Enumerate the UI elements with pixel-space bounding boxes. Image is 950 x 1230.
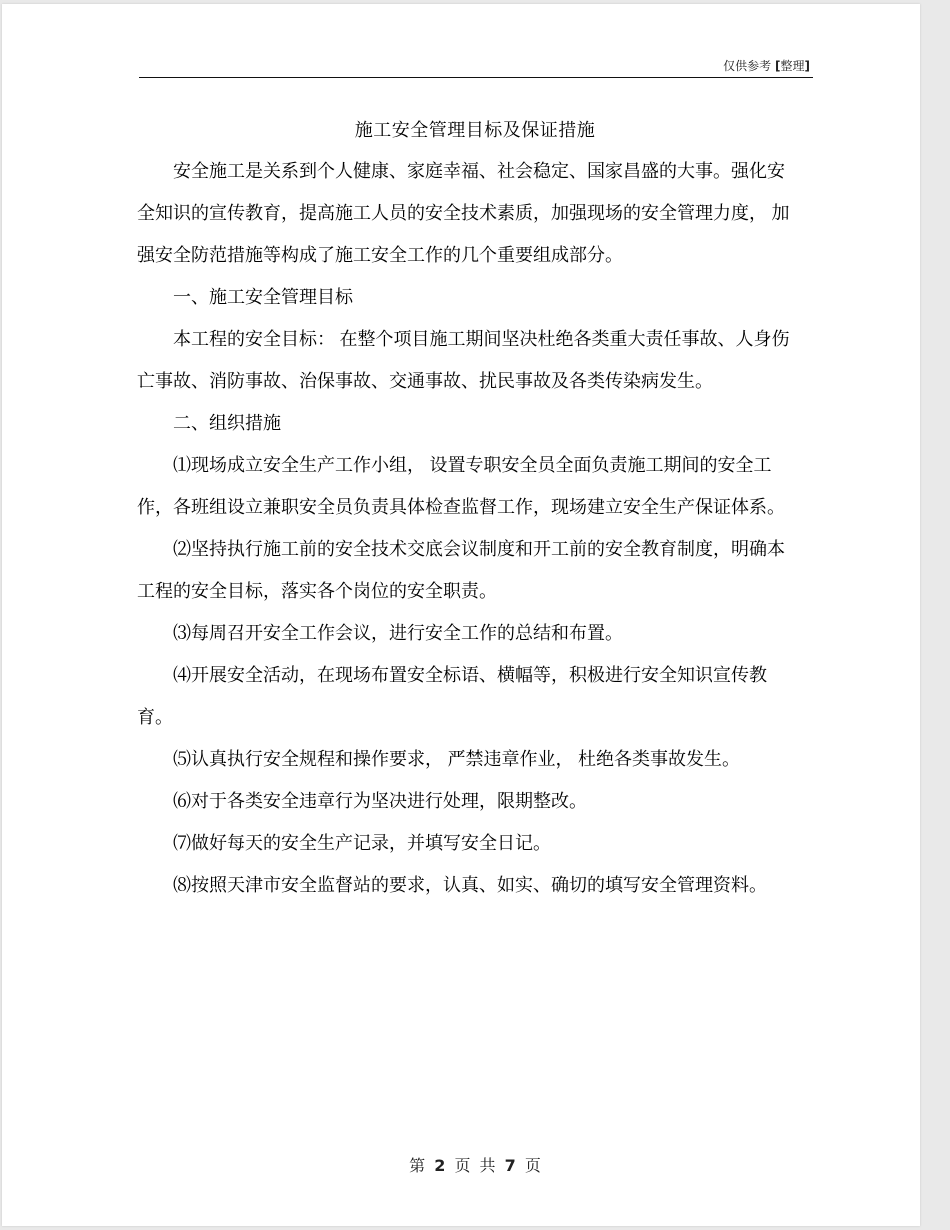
- paragraph-measure-4: ⑷开展安全活动，在现场布置安全标语、横幅等，积极进行安全知识宣传教育。: [137, 665, 767, 727]
- heading-safety-goal: 一、施工安全管理目标: [173, 287, 353, 307]
- paragraph-safety-goal: 本工程的安全目标： 在整个项目施工期间坚决杜绝各类重大责任事故、人身伤亡事故、消防事故、治保事故、交通事故、扰民事故及各类传染病发生。: [137, 329, 790, 391]
- document-title: 施工安全管理目标及保证措施: [354, 120, 596, 140]
- header-bracket-close: ]: [804, 59, 810, 73]
- page-footer: [0, 1153, 950, 1176]
- footer-prefix: 第: [409, 1156, 426, 1175]
- paragraph-measure-2: ⑵坚持执行施工前的安全技术交底会议制度和开工前的安全教育制度，明确本工程的安全目标，落实各个岗位的安全职责。: [137, 539, 785, 601]
- paragraph-intro: 安全施工是关系到个人健康、家庭幸福、社会稳定、国家昌盛的大事。强化安全知识的宣传教育，提高施工人员的安全技术素质，加强现场的安全管理力度， 加强安全防范措施等构成了施工安全工作的几个重要组成部分。: [137, 161, 790, 265]
- document-body: [137, 150, 797, 906]
- footer-total-pages: 7: [504, 1156, 516, 1175]
- heading-organization-measures: 二、组织措施: [173, 413, 281, 433]
- header-note: [723, 57, 810, 74]
- paragraph-measure-6: ⑹对于各类安全违章行为坚决进行处理，限期整改。: [173, 791, 587, 811]
- header-tag: 整理: [780, 59, 805, 73]
- paragraph-measure-8: ⑻按照天津市安全监督站的要求，认真、如实、确切的填写安全管理资料。: [173, 875, 767, 895]
- header-rule: [139, 77, 813, 78]
- footer-page-number: 2: [434, 1156, 446, 1175]
- paragraph-measure-1: ⑴现场成立安全生产工作小组， 设置专职安全员全面负责施工期间的安全工作，各班组设立兼职安全员负责具体检查监督工作，现场建立安全生产保证体系。: [137, 455, 785, 517]
- footer-middle: 页 共: [454, 1156, 496, 1175]
- header-bracket-open: [: [775, 59, 781, 73]
- paragraph-measure-7: ⑺做好每天的安全生产记录，并填写安全日记。: [173, 833, 551, 853]
- footer-suffix: 页: [524, 1156, 541, 1175]
- paragraph-measure-5: ⑸认真执行安全规程和操作要求， 严禁违章作业， 杜绝各类事故发生。: [173, 749, 740, 769]
- paragraph-measure-3: ⑶每周召开安全工作会议，进行安全工作的总结和布置。: [173, 623, 623, 643]
- header-note-text: 仅供参考: [723, 59, 772, 73]
